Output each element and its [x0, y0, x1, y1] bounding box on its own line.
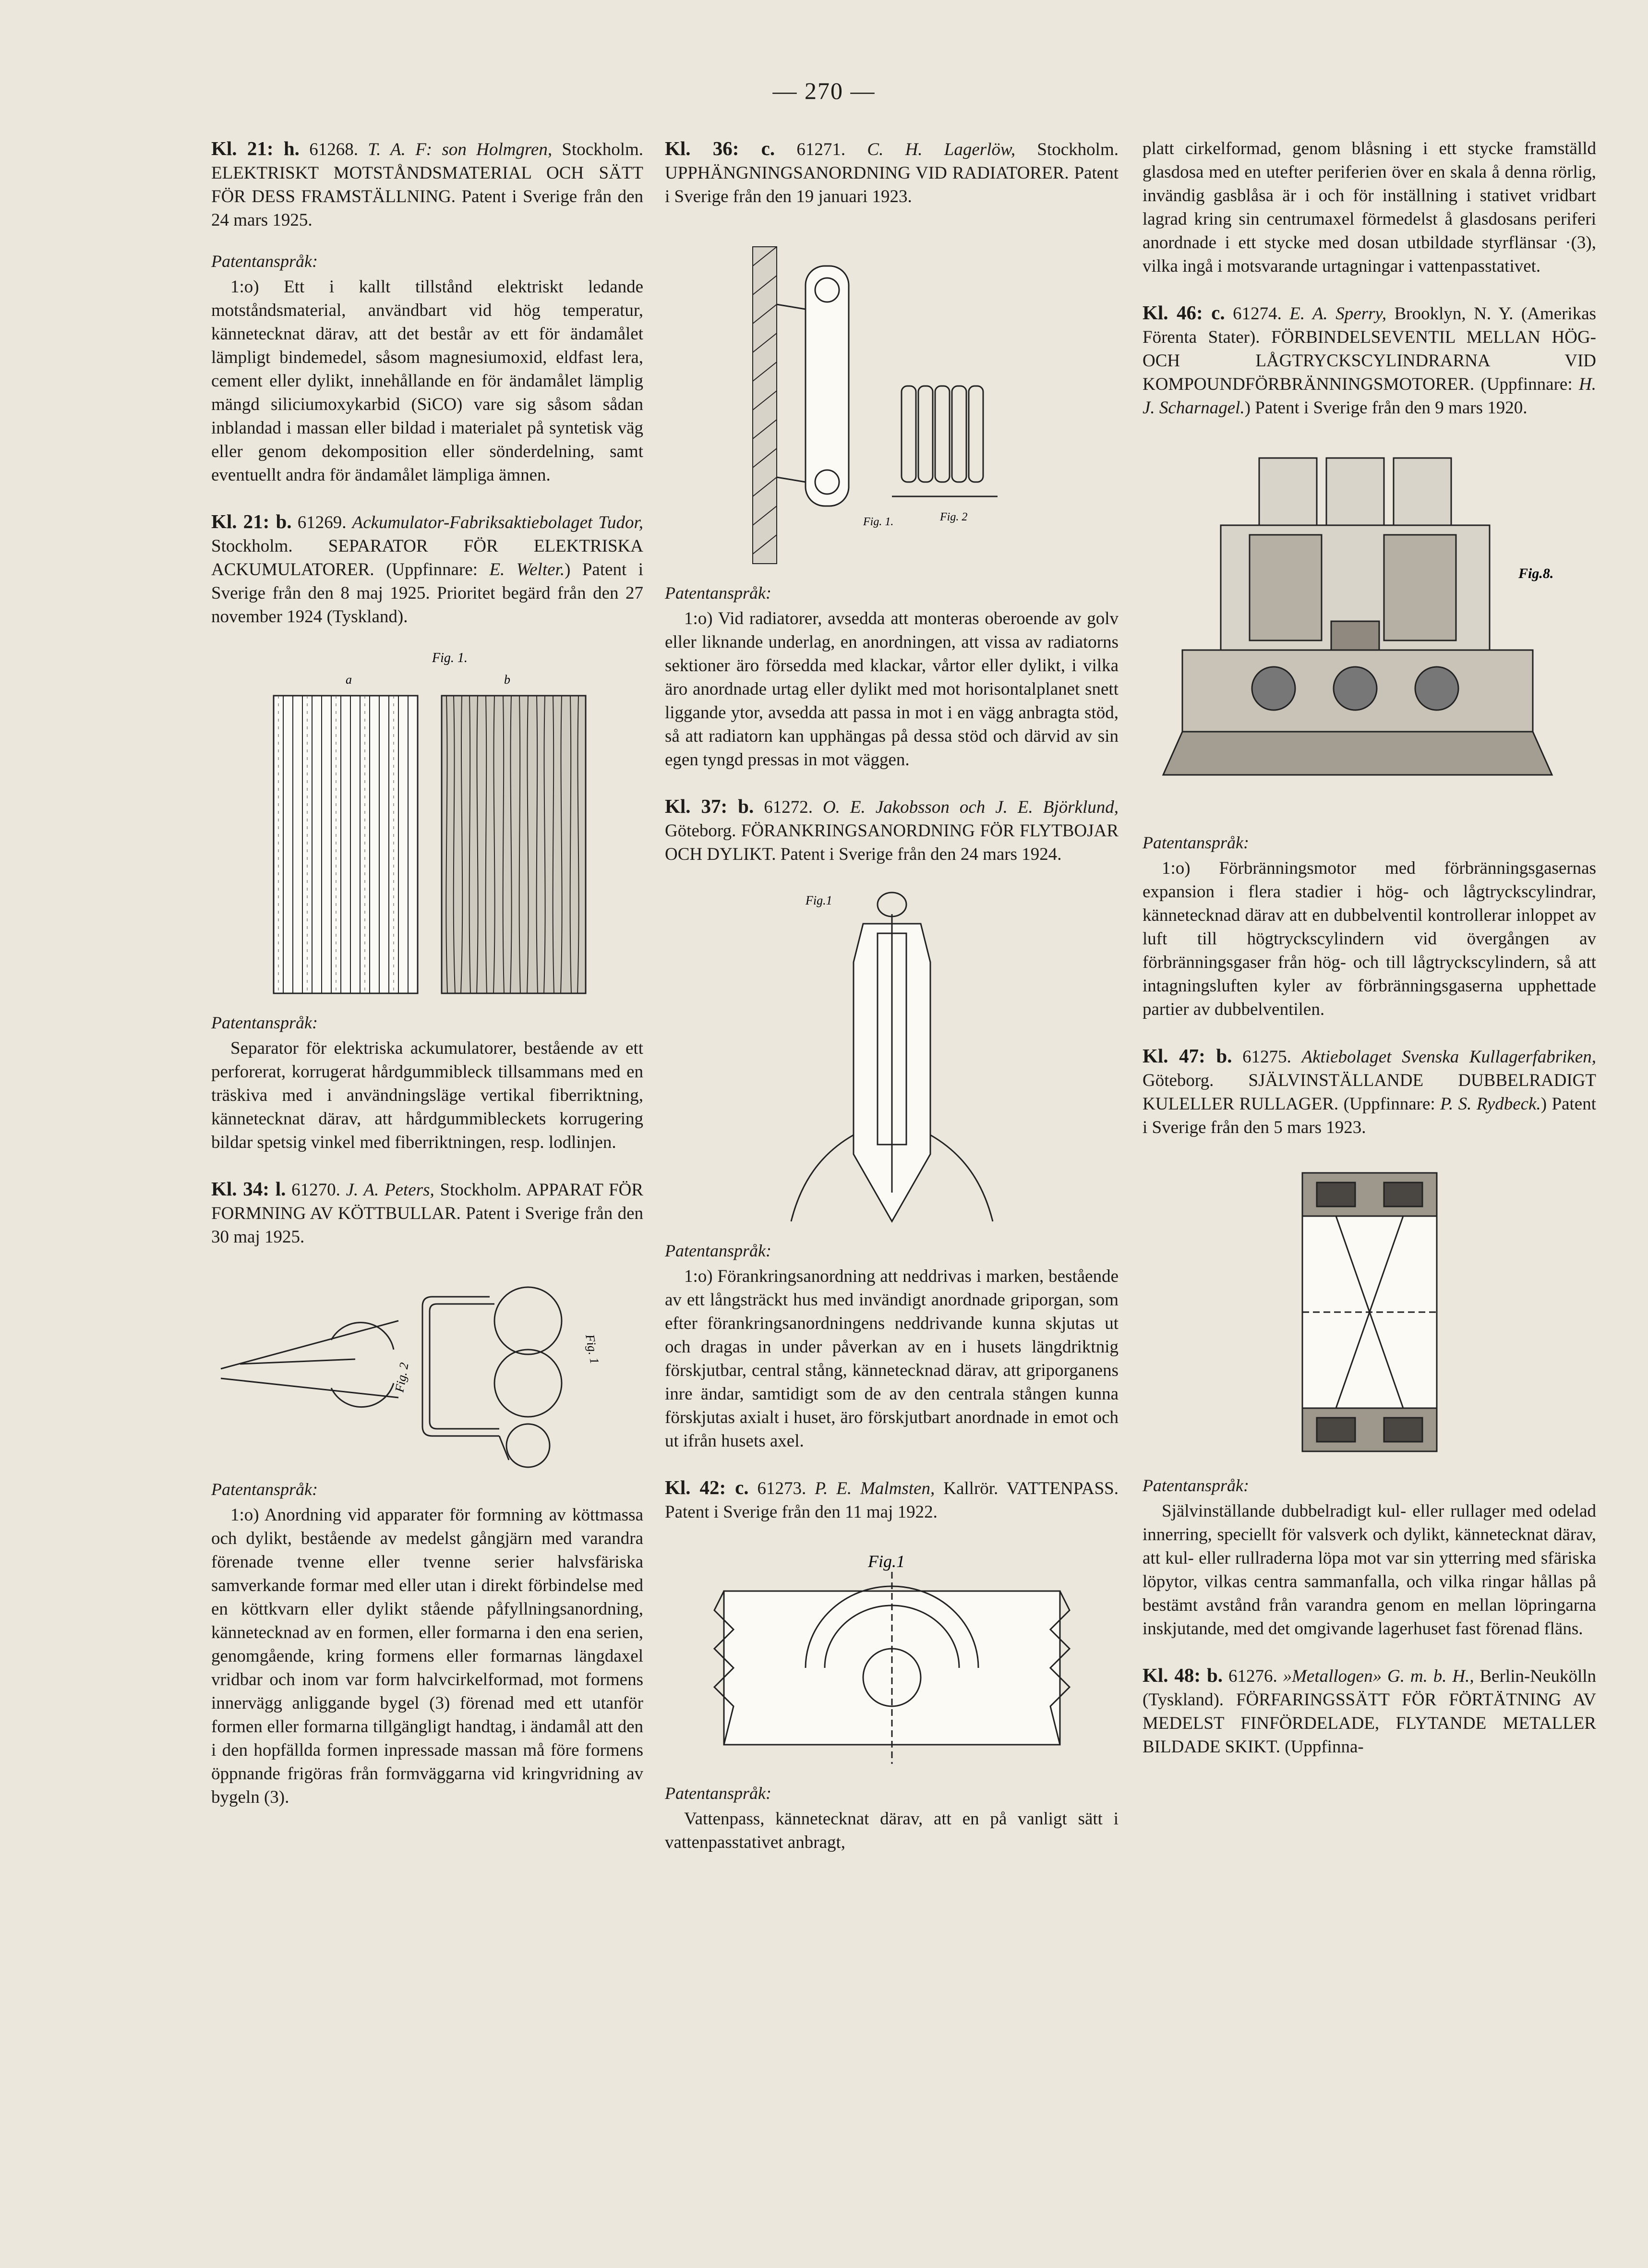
claims-heading: Patentanspråk: — [211, 1480, 318, 1499]
wall-hatching-drawing — [753, 247, 777, 564]
patent-title: Stockholm. ELEKTRISKT MOTSTÅNDSMATERIAL OCH SÄTT FÖR DESS FRAMSTÄLLNING. Patent i Sverige från den 24 mars 1925. — [211, 140, 644, 230]
patent-claim: Separator för elektriska ackumulatorer, bestående av ett perforerat, korrugerat hårdgummibleck tillsammans med en träskiva med i användningsläge vertikal fiberriktning, kännetecknat därav, att hårdgummibleckets korrugering bildar spetsig vinkel med fiberriktningen, resp. lodlinjen. — [211, 1038, 643, 1152]
patent-title: Stockholm. APPARAT FÖR FORMNING AV KÖTTBULLAR. Patent i Sverige från den 30 maj 1925. — [211, 1180, 644, 1247]
figure-label-a: a — [346, 673, 352, 687]
patent-number: 61274. — [1233, 304, 1282, 324]
patent-entry-61268 — [211, 137, 643, 232]
patent-entry-61270 — [211, 1177, 643, 1249]
patent-class: Kl. 21: h. — [211, 137, 300, 159]
scissors-mechanism-drawing — [221, 1321, 398, 1407]
hemisphere-forms-drawing — [422, 1287, 562, 1467]
column-3 — [1143, 137, 1596, 1778]
patent-entry-61273 — [665, 1476, 1119, 1524]
patent-claim: 1:o) Förankringsanordning att neddrivas i marken, bestående av ett långsträckt hus med invändigt anordnade griporgan, som efter förankringsanordningens neddrivande kunna skjutas ut och dragas in under påverkan av en i husets längdriktnig förskjutbar, central stång, kännetecknad därav, att griporganens inre ändar, samtidigt som de av den centrala stången kunna förskjutas axialt i huset, äro förskjutbart anordnade in emot och ut ifrån husets axel. — [665, 1267, 1119, 1451]
patent-number: 61275. — [1242, 1047, 1291, 1067]
patent-title: Stockholm. UPPHÄNGNINGSANORDNING VID RADIATORER. Patent i Sverige från den 19 januari 1923. — [665, 140, 1119, 206]
patent-title: Brooklyn, N. Y. (Amerikas Förenta Stater). FÖRBINDELSEVENTIL MELLAN HÖG- OCH LÅGTRYCKSCYLINDRARNA VID KOMPOUNDFÖRBRÄNNINGSMOTORER. (Uppfinnare: — [1143, 304, 1597, 394]
inventor-name: E. Welter. — [489, 560, 565, 579]
patent-class: Kl. 46: c. — [1143, 302, 1225, 324]
patent-number: 61272. — [764, 797, 813, 817]
patent-claim: 1:o) Förbränningsmotor med förbränningsgasernas expansion i flera stadier i hög- och lågtryckscylindrar, kännetecknad därav att en dubbelventil kontrollerar inloppet av luft till högtryckscylindern vid övergången av förbränningsgaser från hög- och till lågtryckscylindern, så att intagningsluften kyler av förbränningsgaserna upphettade partier av dubbelventilen. — [1143, 858, 1596, 1019]
patent-title: Göteborg. FÖRANKRINGSANORDNING FÖR FLYTBOJAR OCH DYLIKT. Patent i Sverige från den 24 mars 1924. — [665, 821, 1119, 864]
patent-class: Kl. 47: b. — [1143, 1045, 1232, 1067]
patent-entry-61276 — [1143, 1664, 1596, 1759]
figure-caption: Fig. 1. — [863, 516, 893, 528]
spirit-level-figure — [686, 1543, 1098, 1773]
patent-number: 61273. — [757, 1479, 806, 1498]
patent-claim: 1:o) Vid radiatorer, avsedda att monteras oberoende av golv eller liknande underlag, en anordningen, att vissa av radiatorns sektioner äro försedda med klackar, vårtor eller dylikt, i vilka äro anordnade urtag eller dylikt med mot horisontalplanet snett liggande ytor, avsedda att passa in mot i en vägg anbragta stöd, så att radiatorn kan upphängas på dessa stöd och därvid av sin egen tyngd pressas in mot väggen. — [665, 609, 1119, 770]
figure-caption: Fig. 1 — [583, 1333, 602, 1365]
patent-title: Berlin-Neukölln (Tyskland). FÖRFARINGSSÄTT FÖR FÖRTÄTNING AV MEDELST FINFÖRDELADE, FLYTANDE METALLER BILDADE SKIKT. (Uppfinna- — [1143, 1666, 1597, 1757]
claims-heading: Patentanspråk: — [211, 1013, 318, 1032]
patent-number: 61268. — [309, 140, 358, 159]
patent-class: Kl. 37: b. — [665, 795, 754, 817]
inventor-name: H. J. Scharnagel. — [1143, 374, 1596, 418]
claims-heading: Patentanspråk: — [1143, 833, 1249, 852]
patent-claim: Vattenpass, kännetecknat därav, att en på vanligt sätt i vattenpasstativet anbragt, — [665, 1809, 1119, 1852]
patent-title: Kallrör. VATTENPASS. Patent i Sverige från den 11 maj 1922. — [665, 1479, 1119, 1522]
radiator-front-drawing — [892, 386, 998, 496]
patent-class: Kl. 21: b. — [211, 510, 292, 532]
patent-details: ) Patent i Sverige från den 9 mars 1920. — [1244, 398, 1528, 418]
patent-claim: 1:o) Anordning vid apparater för formning av köttmassa och dylikt, bestående av medelst gångjärn med varandra förenade tvenne eller tvenne serier halvsfäriska samverkande formar med eller utan i direkt förbindelse med en köttkvarn eller dylikt stående påfyllningsanordning, kännetecknad av en formen, eller formarna i den ena serien, genomgående, kring formens eller formarnas längdaxel vridbar och inom var form halvcirkelformad, mot formens innervägg anliggande bygel (3) förenad med ett utanför formen eller formarna tillgängligt handtag, i ändamål att den i den hopfällda formen inpressade massan må före formens öppnande frigöras från formväggarna vid kringvridning av bygeln (3). — [211, 1505, 643, 1807]
engine-crankcase-drawing — [1163, 650, 1552, 775]
patent-claim: Självinställande dubbelradigt kul- eller rullager med odelad innerring, speciellt för valsverk och dylikt, kännetecknat därav, att kul- eller rullraderna löpa mot var sin ytterring med sfäriska löpytor, vilkas centra sammanfalla, och vilka ringar hållas på bestämt avstånd från varandra genom en mellan löpringarna inskjutande, med det omgivande lagerhuset fast förenad fläns. — [1143, 1501, 1596, 1639]
figure-caption: Fig.1 — [867, 1552, 905, 1571]
anchor-housing-drawing — [854, 893, 930, 1221]
claims-heading: Patentanspråk: — [211, 252, 318, 271]
figure-label-b: b — [504, 673, 510, 687]
meatball-former-figure — [211, 1268, 643, 1470]
patent-entry-61275 — [1143, 1044, 1596, 1139]
claims-heading: Patentanspråk: — [1143, 1476, 1249, 1495]
patent-holder: Ackumulator-Fabriksaktiebolaget Tudor, — [352, 513, 644, 532]
patent-holder: »Metallogen» G. m. b. H., — [1283, 1666, 1474, 1686]
figure-caption: Fig. 2 — [939, 511, 967, 523]
patent-title: Göteborg. SJÄLVINSTÄLLANDE DUBBELRADIGT KULELLER RULLAGER. (Uppfinnare: — [1143, 1071, 1596, 1114]
level-frame-drawing — [724, 1572, 1060, 1764]
patent-claim: 1:o) Ett i kallt tillstånd elektriskt ledande motståndsmaterial, användbart vid hög temperatur, kännetecknat därav, att det består av ett för ändamålet lämpligt bindemedel, såsom magnesiumoxid, eldfast lera, cement eller dylikt, innehållande en för ändamålet lämplig mängd siliciumoxykarbid (SiCO) vare sig såsom sådan inblandad i massan eller bildad i materialet på syntetisk väg eller genom dekomposition eller sönderdelning, samt eventuellt andra för ändamålet lämpliga ämnen. — [211, 277, 643, 485]
patent-class: Kl. 36: c. — [665, 137, 775, 159]
corrugated-plate-drawing — [274, 696, 418, 993]
patent-number: 61270. — [291, 1180, 340, 1200]
engine-figure — [1154, 439, 1586, 823]
patent-entry-61272 — [665, 795, 1119, 866]
column-1 — [211, 137, 643, 1832]
figure-caption: Fig.1 — [805, 893, 832, 907]
patent-holder: C. H. Lagerlöw, — [867, 140, 1016, 159]
anchoring-device-figure — [748, 885, 1036, 1231]
patent-entry-61271 — [665, 137, 1119, 208]
patent-holder: J. A. Peters, — [346, 1180, 434, 1200]
bearing-figure — [1274, 1158, 1466, 1466]
figure-caption: Fig. 2 — [392, 1361, 411, 1394]
patent-class: Kl. 34: l. — [211, 1178, 286, 1200]
column-2 — [665, 137, 1119, 1877]
patent-holder: O. E. Jakobsson och J. E. Björklund, — [822, 797, 1119, 817]
patent-holder: E. A. Sperry, — [1289, 304, 1387, 324]
patent-entry-61269 — [211, 510, 643, 628]
wood-board-drawing — [442, 696, 586, 993]
radiator-figure — [748, 228, 1036, 573]
claim-continuation: platt cirkelformad, genom blåsning i ett stycke framställd glasdosa med en utefter periferien över en skala å denna rörlig, invändig gasblåsa är i och för inställning i stativet vridbart lagrad kring sin centrumaxel förmedelst å glasdosans periferi anordnade i ett stycke med dosan utbildade styrflänsar ·(3), vilka ingå i motsvarande urtagningar i vattenpasstativet. — [1143, 139, 1596, 276]
radiator-section-drawing — [777, 266, 849, 506]
patent-number: 61271. — [796, 140, 846, 159]
claims-heading: Patentanspråk: — [665, 1784, 771, 1803]
claims-heading: Patentanspråk: — [665, 583, 771, 603]
page-number: — 270 — — [772, 77, 876, 104]
patent-details: ) Patent i Sverige från den 5 mars 1923. — [1143, 1094, 1596, 1137]
bearing-section-drawing — [1302, 1173, 1437, 1451]
patent-details: ) Patent i Sverige från den 8 maj 1925. Prioritet begärd från den 27 november 1924 (Tyskland). — [211, 560, 643, 627]
figure-caption: Fig. 1. — [432, 651, 468, 665]
claims-heading: Patentanspråk: — [665, 1241, 771, 1260]
separator-figure — [254, 648, 600, 1003]
patent-class: Kl. 48: b. — [1143, 1664, 1223, 1686]
patent-holder: P. E. Malmsten, — [815, 1479, 935, 1498]
patent-class: Kl. 42: c. — [665, 1476, 749, 1498]
patent-holder: T. A. F: son Holmgren, — [368, 140, 553, 159]
patent-holder: Aktiebolaget Svenska Kullagerfabriken, — [1301, 1047, 1596, 1067]
patent-number: 61269. — [297, 513, 347, 532]
figure-caption: Fig.8. — [1518, 566, 1553, 581]
inventor-name: P. S. Rydbeck. — [1440, 1094, 1541, 1114]
patent-number: 61276. — [1228, 1666, 1277, 1686]
patent-entry-61274 — [1143, 301, 1596, 420]
patent-title: Stockholm. SEPARATOR FÖR ELEKTRISKA ACKUMULATORER. (Uppfinnare: — [211, 536, 643, 579]
